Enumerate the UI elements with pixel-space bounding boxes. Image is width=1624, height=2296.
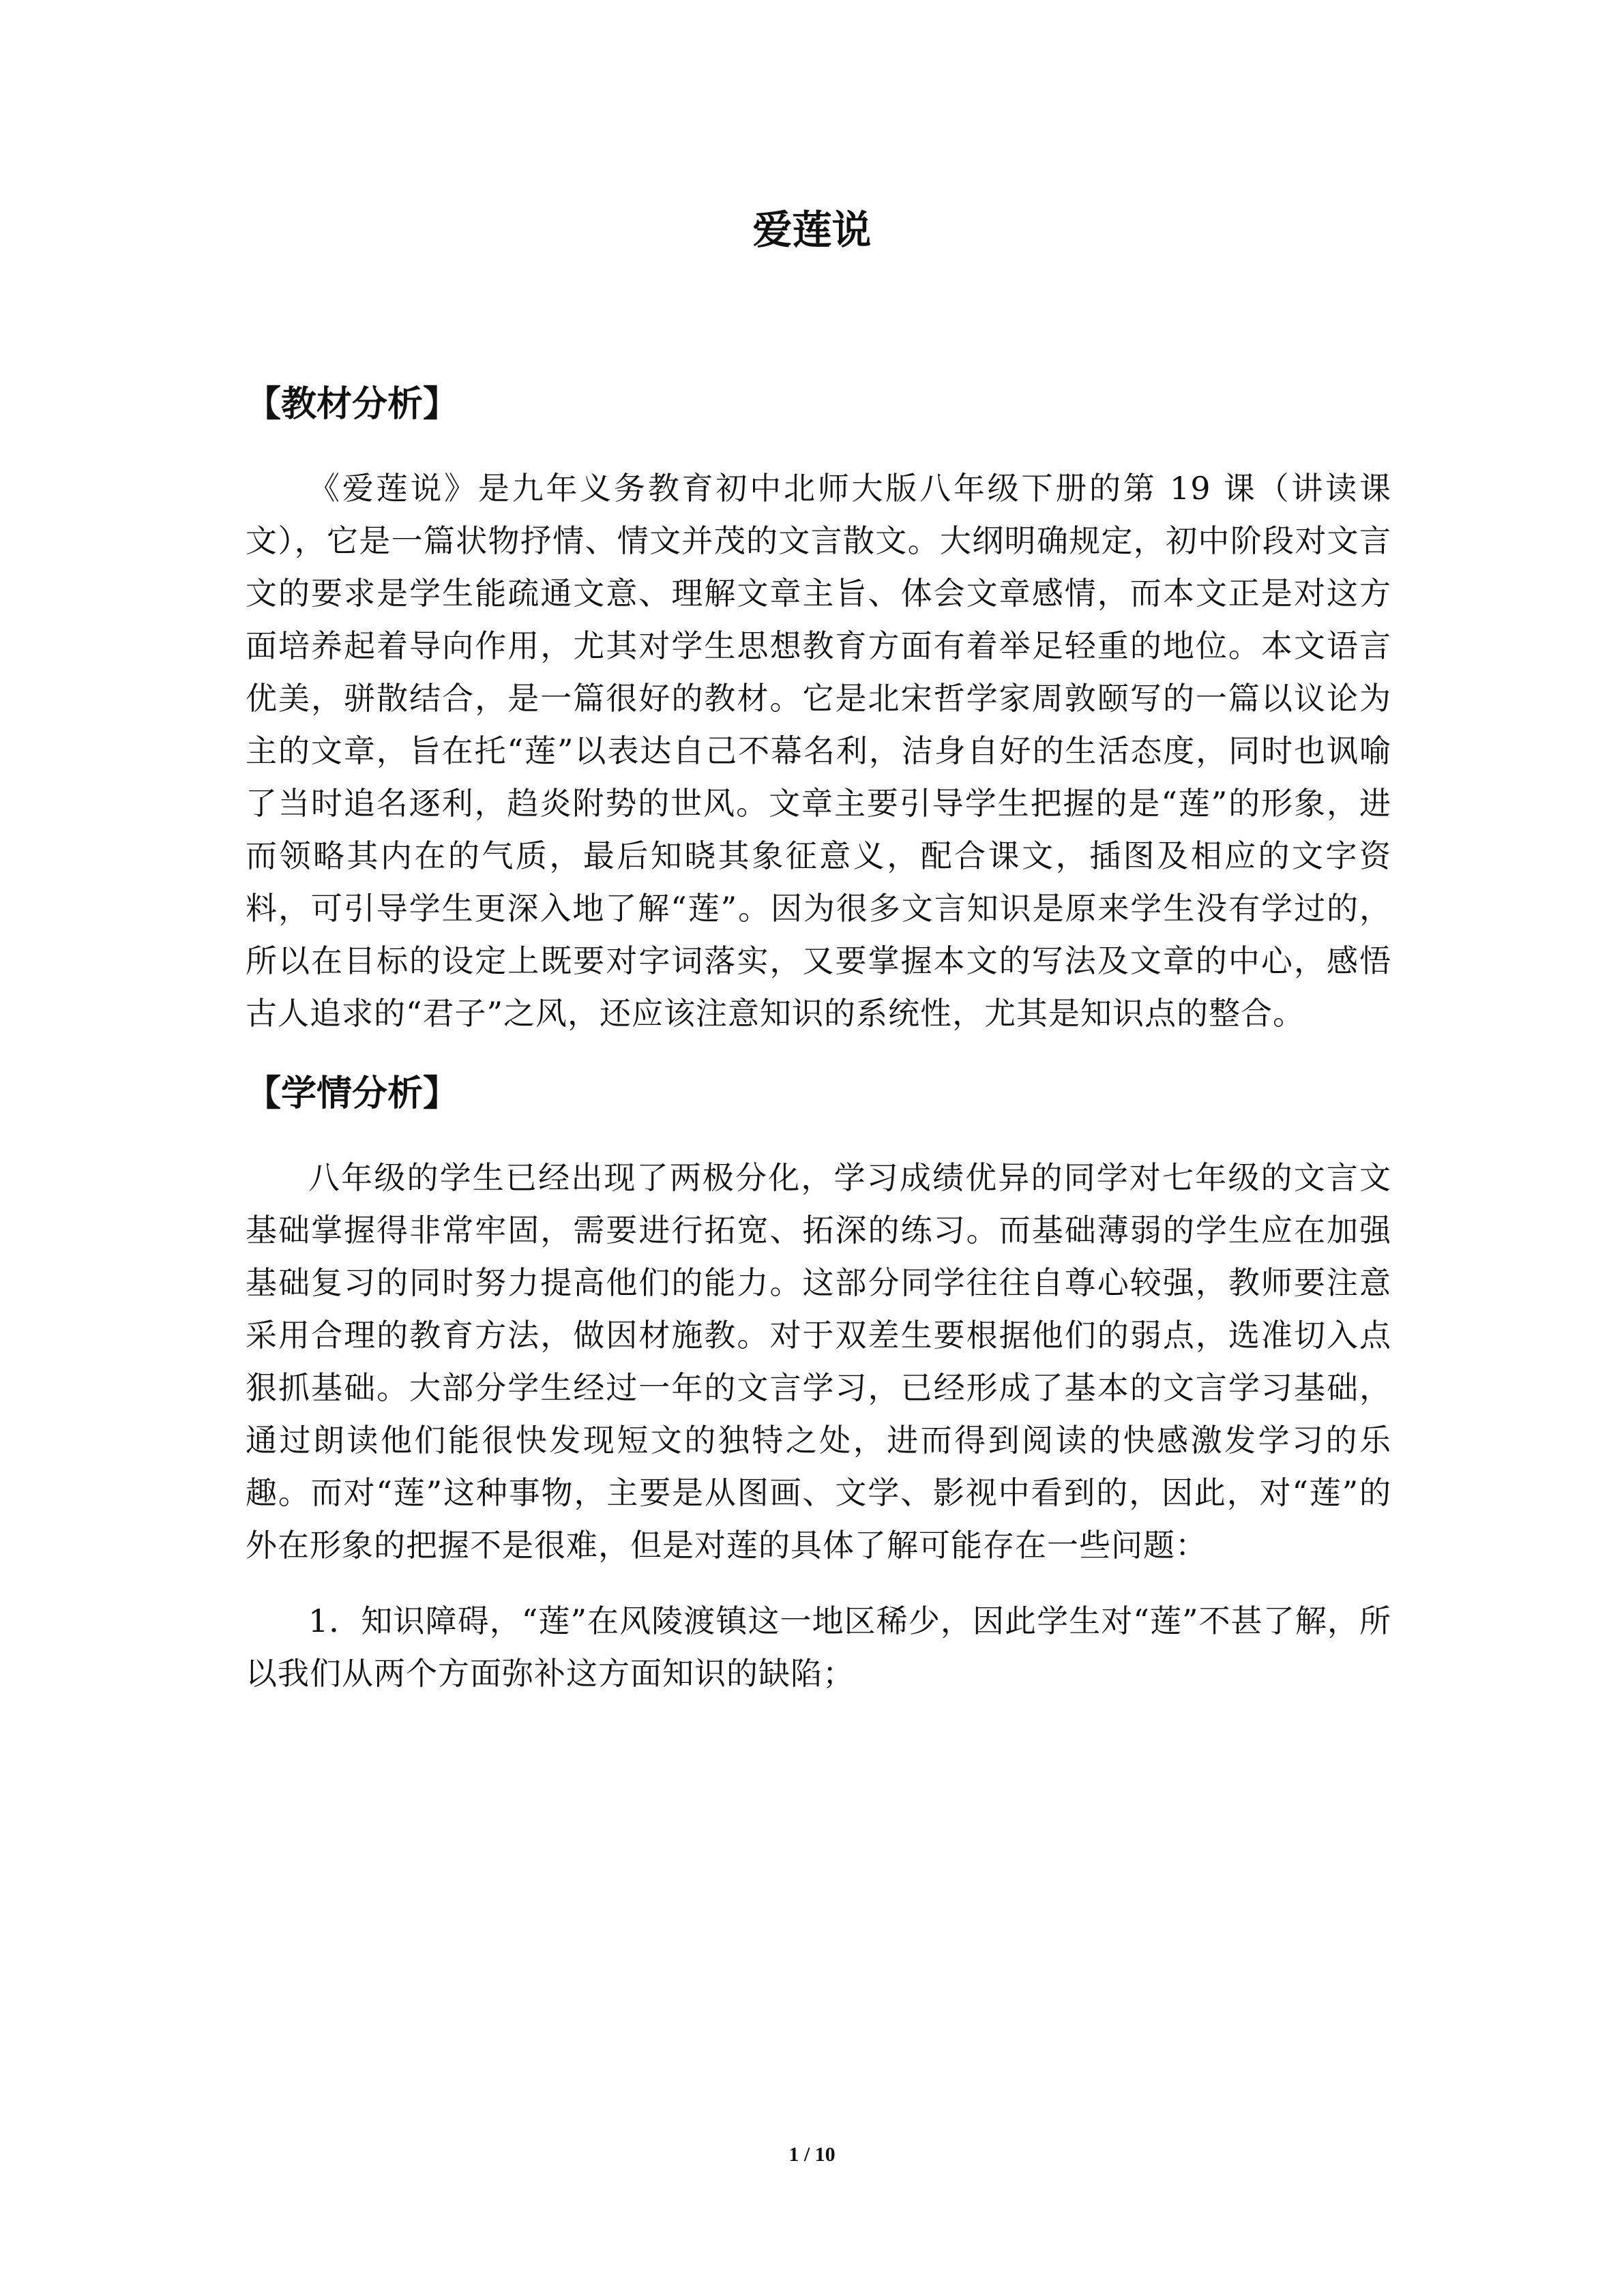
- document-body: [246, 374, 1391, 1723]
- section-student-analysis: [246, 1063, 1391, 1700]
- paragraph: 《爱莲说》是九年义务教育初中北师大版八年级下册的第 19 课（讲读课文），它是一篇状物抒情、情文并茂的文言散文。大纲明确规定，初中阶段对文言文的要求是学生能疏通文意、理解文章主旨、体会文章感情，而本文正是对这方面培养起着导向作用，尤其对学生思想教育方面有着举足轻重的地位。本文语言优美，骈散结合，是一篇很好的教材。它是北宋哲学家周敦颐写的一篇以议论为主的文章，旨在托“莲”以表达自己不幕名利，洁身自好的生活态度，同时也讽喻了当时追名逐利，趋炎附势的世风。文章主要引导学生把握的是“莲”的形象，进而领略其内在的气质，最后知晓其象征意义，配合课文，插图及相应的文字资料，可引导学生更深入地了解“莲”。因为很多文言知识是原来学生没有学过的，所以在目标的设定上既要对字词落实，又要掌握本文的写法及文章的中心，感悟古人追求的“君子”之风，还应该注意知识的系统性，尤其是知识点的整合。: [246, 470, 1391, 1032]
- document-title: 爱莲说: [752, 207, 872, 253]
- page-number: 1 / 10: [788, 2143, 836, 2166]
- list-item: 1．知识障碍，“莲”在风陵渡镇这一地区稀少，因此学生对“莲”不甚了解，所以我们从两个方面弥补这方面知识的缺陷；: [246, 1602, 1391, 1692]
- paragraph: 八年级的学生已经出现了两极分化，学习成绩优异的同学对七年级的文言文基础掌握得非常牢固，需要进行拓宽、拓深的练习。而基础薄弱的学生应在加强基础复习的同时努力提高他们的能力。这部分同学往往自尊心较强，教师要注意采用合理的教育方法，做因材施教。对于双差生要根据他们的弱点，选准切入点狠抓基础。大部分学生经过一年的文言学习，已经形成了基本的文言学习基础，通过朗读他们能很快发现短文的独特之处，进而得到阅读的快感激发学习的乐趣。而对“莲”这种事物，主要是从图画、文学、影视中看到的，因此，对“莲”的外在形象的把握不是很难，但是对莲的具体了解可能存在一些问题：: [246, 1159, 1391, 1564]
- section-heading: 【教材分析】: [246, 384, 459, 425]
- section-heading: 【学情分析】: [246, 1073, 459, 1114]
- section-textbook-analysis: [246, 374, 1391, 1040]
